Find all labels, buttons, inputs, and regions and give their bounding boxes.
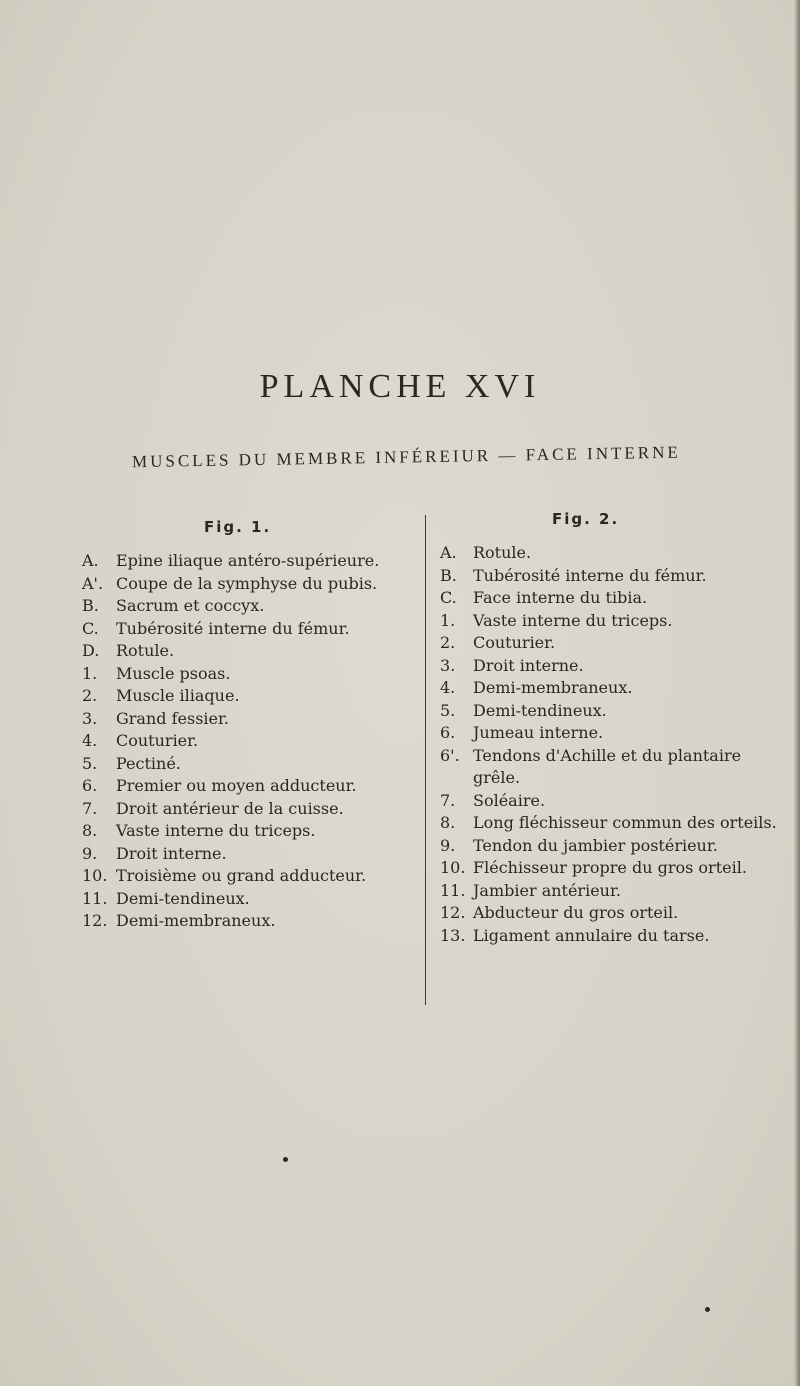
fig1-legend (82, 518, 412, 933)
item-label: 9. (440, 835, 456, 855)
legend-item (82, 550, 412, 573)
legend-item (82, 618, 412, 641)
item-label: C. (440, 588, 457, 607)
item-text: Abducteur du gros orteil. (473, 903, 679, 922)
legend-item (82, 843, 412, 866)
item-label: 1. (440, 610, 456, 630)
item-text: Sacrum et coccyx. (116, 596, 265, 615)
item-label: D. (82, 641, 100, 660)
fig1-list (82, 550, 412, 933)
item-text: Jambier antérieur. (473, 880, 621, 900)
legend-item (440, 812, 780, 835)
legend-item (82, 640, 412, 663)
item-label: 11. (440, 880, 466, 900)
item-label: 5. (440, 700, 456, 720)
item-label: 7. (440, 790, 456, 810)
ink-speck (705, 1307, 710, 1312)
fig1-heading: Fig. 1. (204, 518, 272, 536)
legend-item (82, 865, 412, 888)
item-label: 4. (440, 678, 456, 697)
legend-item (82, 730, 412, 753)
legend-item (82, 888, 412, 911)
legend-item (440, 835, 780, 858)
legend-item (82, 595, 412, 618)
item-label: 6. (82, 776, 98, 795)
item-label: A'. (82, 573, 104, 593)
legend-item (440, 880, 780, 903)
legend-item (82, 753, 412, 776)
legend-item (82, 685, 412, 708)
item-text: Troisième ou grand adducteur. (116, 866, 367, 885)
item-text: Face interne du tibia. (473, 588, 648, 607)
item-text: Demi-membraneux. (116, 911, 276, 930)
item-text: Grand fessier. (116, 708, 229, 728)
fig2-legend (440, 510, 780, 947)
item-label: 12. (82, 911, 108, 930)
item-label: 11. (82, 888, 108, 908)
item-text: Rotule. (116, 641, 175, 660)
item-label: 10. (440, 858, 466, 877)
item-text: Muscle iliaque. (116, 686, 240, 705)
legend-item (440, 857, 780, 880)
legend-item (440, 542, 780, 565)
item-text: Fléchisseur propre du gros orteil. (473, 858, 747, 877)
legend-item (440, 790, 780, 813)
legend-item (82, 708, 412, 731)
legend-item (440, 587, 780, 610)
legend-item (440, 565, 780, 588)
item-label: 8. (440, 813, 456, 832)
item-label: 8. (82, 821, 98, 840)
item-text: Jumeau interne. (473, 723, 604, 742)
item-label: 3. (82, 708, 98, 728)
item-text: Vaste interne du triceps. (473, 610, 673, 630)
legend-item (440, 610, 780, 633)
item-label: 6'. (440, 745, 460, 765)
legend-item (82, 775, 412, 798)
legend-item (440, 655, 780, 678)
item-label: 9. (82, 843, 98, 863)
item-label: 5. (82, 753, 98, 773)
item-label: 7. (82, 798, 98, 818)
legend-item (82, 798, 412, 821)
legend-item (82, 663, 412, 686)
plate-subtitle: MUSCLES DU MEMBRE INFÉREIUR — FACE INTERNE (131, 442, 681, 472)
item-text: Coupe de la symphyse du pubis. (116, 573, 378, 593)
item-text: Ligament annulaire du tarse. (473, 925, 710, 945)
item-label: A. (440, 543, 457, 562)
item-text: Tendon du jambier postérieur. (473, 835, 718, 855)
item-label: A. (82, 551, 99, 570)
item-text: Long fléchisseur commun des orteils. (473, 813, 777, 832)
item-label: 2. (82, 686, 98, 705)
item-text: Couturier. (116, 731, 199, 750)
plate-title: PLANCHE XVI (259, 368, 541, 405)
legend-item (82, 573, 412, 596)
item-text: Droit antérieur de la cuisse. (116, 798, 344, 818)
item-label: 12. (440, 903, 466, 922)
legend-item (440, 902, 780, 925)
item-text: Pectiné. (116, 753, 181, 773)
item-text: Muscle psoas. (116, 663, 231, 683)
item-label: C. (82, 618, 99, 638)
item-label: 4. (82, 731, 98, 750)
item-text: Demi-tendineux. (116, 888, 250, 908)
legend-item (440, 632, 780, 655)
item-text: Epine iliaque antéro-supérieure. (116, 551, 380, 570)
legend-item (440, 925, 780, 948)
item-text: Droit interne. (473, 655, 584, 675)
item-text: Soléaire. (473, 790, 546, 810)
item-label: 6. (440, 723, 456, 742)
item-text: Vaste interne du triceps. (116, 821, 316, 840)
item-text: Tubérosité interne du fémur. (473, 565, 707, 585)
item-text: Couturier. (473, 633, 556, 652)
legend-item (440, 700, 780, 723)
column-divider (425, 515, 426, 1005)
ink-speck (283, 1157, 288, 1162)
item-text: Premier ou moyen adducteur. (116, 776, 357, 795)
legend-item (82, 910, 412, 933)
legend-item (440, 722, 780, 745)
item-label: 1. (82, 663, 98, 683)
item-text: Demi-tendineux. (473, 700, 607, 720)
legend-item (82, 820, 412, 843)
item-text: Tubérosité interne du fémur. (116, 618, 350, 638)
item-label: 2. (440, 633, 456, 652)
item-label: B. (440, 565, 457, 585)
item-label: 3. (440, 655, 456, 675)
item-text: Tendons d'Achille et du plantaire grêle. (473, 745, 742, 787)
fig2-heading: Fig. 2. (552, 510, 620, 528)
legend-item (440, 745, 780, 790)
item-text: Droit interne. (116, 843, 227, 863)
item-label: B. (82, 596, 99, 615)
item-text: Demi-membraneux. (473, 678, 633, 697)
item-text: Rotule. (473, 543, 532, 562)
legend-item (440, 677, 780, 700)
fig2-list (440, 542, 780, 947)
page-edge (794, 0, 800, 1386)
item-label: 10. (82, 866, 108, 885)
item-label: 13. (440, 925, 466, 945)
